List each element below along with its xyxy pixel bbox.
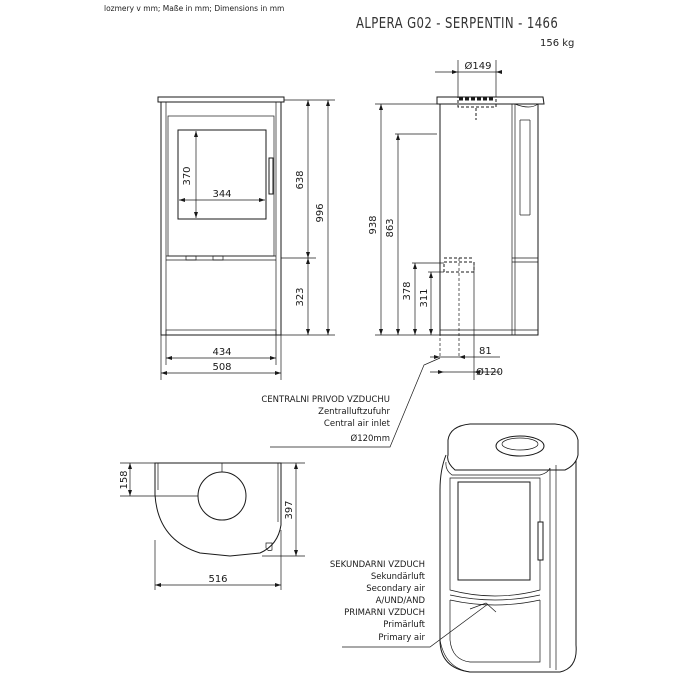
central-air-line-1: CENTRALNI PRIVOD VZDUCHU: [261, 395, 390, 405]
dim-glass-width: 344: [212, 189, 232, 200]
handle-3d: [538, 522, 543, 560]
dim-depth-158: 158: [119, 470, 130, 490]
air-label-5: PRIMARNI VZDUCH: [344, 608, 425, 618]
central-air-line-2: Zentralluftzufuhr: [318, 407, 390, 417]
dim-total-height: 996: [315, 203, 326, 223]
dim-total-width: 508: [212, 362, 232, 373]
top-plate-3d: [448, 424, 578, 470]
dim-height-311: 311: [419, 288, 430, 308]
dim-upper-height: 638: [295, 170, 306, 190]
door-3d: [450, 478, 540, 596]
central-air-line-4: Ø120mm: [350, 434, 390, 444]
air-labels-callout: [330, 560, 488, 647]
door-handle: [269, 158, 273, 194]
front-view: [158, 97, 335, 380]
front-top-plate: [158, 97, 284, 102]
dim-width-516: 516: [208, 574, 228, 585]
units-note: lozmery v mm; Maße in mm; Dimensions in mm: [104, 4, 285, 13]
dim-depth-397: 397: [284, 500, 295, 520]
air-label-1: SEKUNDARNI VZDUCH: [329, 560, 425, 570]
dim-lower-height: 323: [295, 287, 306, 307]
dim-height-378: 378: [402, 281, 413, 301]
weight-label: 156 kg: [540, 38, 575, 49]
side-body: [440, 104, 538, 335]
dim-height-863: 863: [385, 218, 396, 238]
central-air-line-3: Central air inlet: [323, 419, 390, 429]
side-view: [368, 60, 544, 380]
air-label-6: Primärluft: [383, 620, 425, 630]
dim-inner-width: 434: [212, 347, 232, 358]
top-flue-circle: [198, 472, 246, 520]
air-label-4: A/UND/AND: [375, 596, 425, 606]
model-title: ALPERA G02 - SERPENTIN - 1466: [356, 14, 559, 32]
air-label-3: Secondary air: [366, 584, 425, 594]
top-outline: [155, 463, 281, 556]
dim-glass-height: 370: [182, 166, 193, 186]
perspective-view: [440, 424, 578, 672]
air-label-7: Primary air: [378, 633, 425, 643]
air-label-2: Sekundärluft: [370, 572, 425, 582]
dim-flue-diameter: Ø149: [464, 61, 492, 72]
dim-inlet-diameter: Ø120: [476, 367, 503, 378]
central-air-callout: [261, 358, 440, 447]
dim-offset-81: 81: [479, 346, 492, 357]
top-view: [119, 463, 305, 590]
dim-height-938: 938: [368, 215, 379, 235]
glass-3d: [458, 482, 530, 580]
